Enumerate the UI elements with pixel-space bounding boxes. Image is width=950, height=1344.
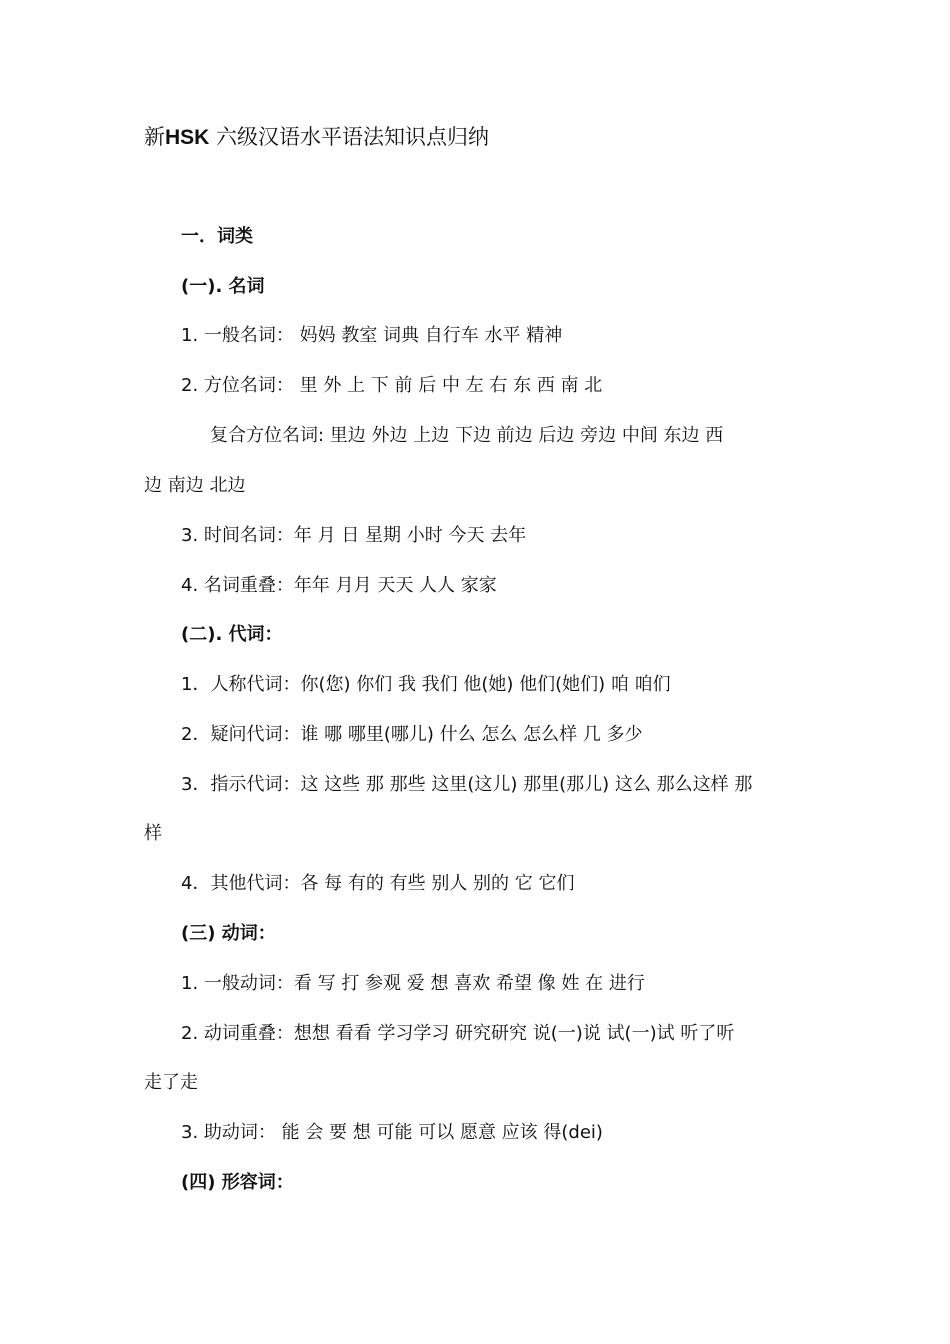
list-item: 2. 方位名词： 里 外 上 下 前 后 中 左 右 东 西 南 北 <box>181 375 603 396</box>
list-item: 3. 时间名词：年 月 日 星期 小时 今天 去年 <box>181 525 527 546</box>
list-item: 4．其他代词：各 每 有的 有些 别人 别的 它 它们 <box>181 873 575 894</box>
section-heading-word-class: 一．词类 <box>181 226 253 247</box>
list-item-continuation: 样 <box>144 823 162 844</box>
title-prefix: 新 <box>144 125 165 149</box>
list-item: 1. 一般动词：看 写 打 参观 爱 想 喜欢 希望 像 姓 在 进行 <box>181 973 645 994</box>
subsection-heading-adjective: (四) 形容词： <box>181 1172 294 1193</box>
list-item: 3. 助动词： 能 会 要 想 可能 可以 愿意 应该 得(dei) <box>181 1122 603 1143</box>
subsection-heading-pronoun: (二). 代词： <box>181 624 283 645</box>
list-item: 2. 动词重叠：想想 看看 学习学习 研究研究 说(一)说 试(一)试 听了听 <box>181 1023 735 1044</box>
title-bold: HSK <box>165 126 210 149</box>
title-suffix: 六级汉语水平语法知识点归纳 <box>216 125 490 149</box>
list-item: 1．人称代词：你(您) 你们 我 我们 他(她) 他们(她们) 咱 咱们 <box>181 674 671 695</box>
list-item: 3．指示代词：这 这些 那 那些 这里(这儿) 那里(那儿) 这么 那么这样 那 <box>181 774 753 795</box>
list-item: 2．疑问代词：谁 哪 哪里(哪儿) 什么 怎么 怎么样 几 多少 <box>181 724 643 745</box>
list-item: 复合方位名词: 里边 外边 上边 下边 前边 后边 旁边 中间 东边 西 <box>210 425 724 446</box>
subsection-heading-verb: (三) 动词： <box>181 923 276 944</box>
subsection-heading-noun: (一). 名词 <box>181 276 265 297</box>
list-item: 1. 一般名词： 妈妈 教室 词典 自行车 水平 精神 <box>181 325 563 346</box>
list-item-continuation: 边 南边 北边 <box>144 475 246 496</box>
document-title <box>144 122 489 153</box>
list-item-continuation: 走了走 <box>144 1072 198 1093</box>
list-item: 4. 名词重叠：年年 月月 天天 人人 家家 <box>181 575 497 596</box>
